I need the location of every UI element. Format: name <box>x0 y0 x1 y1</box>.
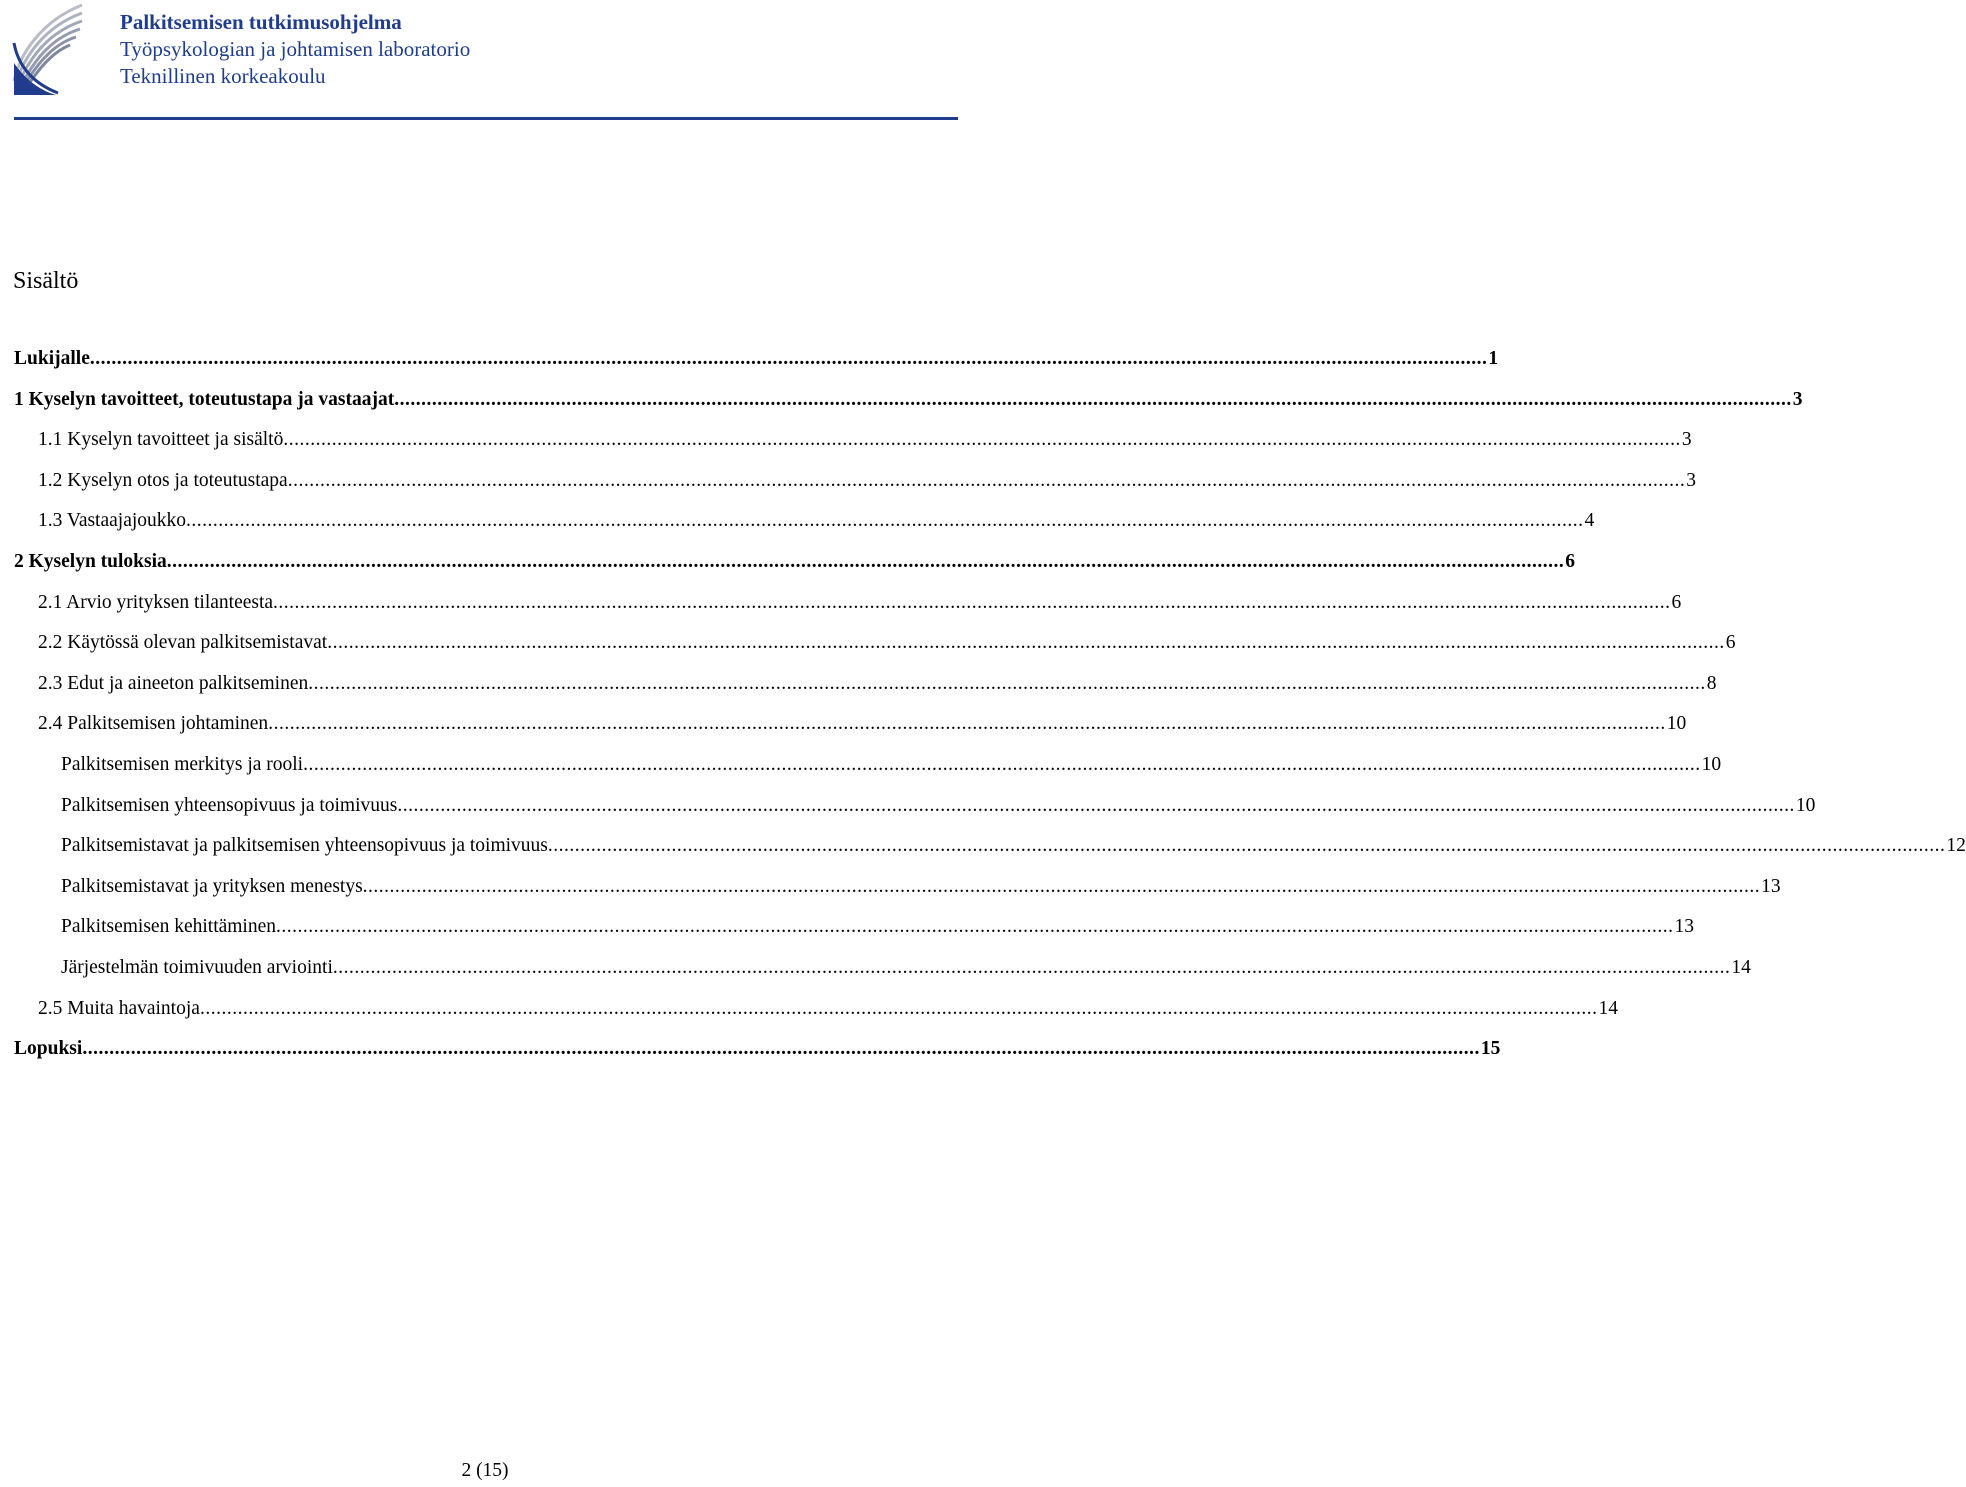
toc-dot-leader: .................................................................................................................................................................................................................................................................... <box>362 875 1761 897</box>
toc-dot-leader: .................................................................................................................................................................................................................................................................... <box>186 510 1584 532</box>
toc-entry[interactable] <box>61 874 1781 900</box>
toc-entry-label: 2.2 Käytössä olevan palkitsemistavat <box>38 632 328 654</box>
toc-dot-leader: .................................................................................................................................................................................................................................................................... <box>303 754 1701 775</box>
toc-entry-page: 10 <box>1701 754 1722 775</box>
university-wing-logo-icon <box>12 3 86 95</box>
toc-entry-label: 1.2 Kyselyn otos ja toteutustapa <box>38 469 288 491</box>
toc-dot-leader: .................................................................................................................................................................................................................................................................... <box>397 794 1795 816</box>
toc-entry[interactable] <box>38 996 1618 1022</box>
header-text-block <box>120 9 470 90</box>
toc-entry-page: 1 <box>1488 348 1499 369</box>
document-header <box>0 0 960 125</box>
toc-entry-page: 6 <box>1725 632 1736 654</box>
toc-dot-leader: .................................................................................................................................................................................................................................................................... <box>332 957 1731 978</box>
toc-entry-label: 2.5 Muita havaintoja <box>38 997 200 1019</box>
toc-entry-label: 2.4 Palkitsemisen johtaminen <box>38 713 269 735</box>
toc-dot-leader: .................................................................................................................................................................................................................................................................... <box>268 713 1666 735</box>
toc-entry-page: 6 <box>1565 551 1576 572</box>
toc-entry[interactable] <box>61 833 1966 859</box>
toc-entry[interactable] <box>38 427 1692 453</box>
toc-entry-page: 10 <box>1666 713 1687 735</box>
toc-entry-page: 8 <box>1706 672 1717 694</box>
toc-entry-label: 2 Kyselyn tuloksia <box>14 551 167 572</box>
toc-entry-label: Palkitsemisen kehittäminen <box>61 916 277 938</box>
toc-entry-label: 2.3 Edut ja aineeton palkitseminen <box>38 672 309 694</box>
toc-dot-leader: .................................................................................................................................................................................................................................................................... <box>287 469 1686 491</box>
toc-entry-label: 1.3 Vastaajajoukko <box>38 510 187 532</box>
toc-dot-leader: .................................................................................................................................................................................................................................................................... <box>166 551 1565 572</box>
toc-entry-label: Lopuksi <box>14 1038 83 1060</box>
toc-dot-leader: .................................................................................................................................................................................................................................................................... <box>82 1038 1480 1060</box>
toc-entry-page: 15 <box>1480 1038 1501 1060</box>
toc-entry-page: 12 <box>1946 835 1966 857</box>
toc-entry-page: 4 <box>1584 510 1595 532</box>
toc-dot-leader: .................................................................................................................................................................................................................................................................... <box>276 916 1674 938</box>
toc-entry[interactable] <box>38 468 1696 494</box>
toc-entry-label: Palkitsemisen yhteensopivuus ja toimivuus <box>61 794 398 816</box>
toc-dot-leader: .................................................................................................................................................................................................................................................................... <box>199 997 1598 1019</box>
laboratory-name: Työpsykologian ja johtamisen laboratorio <box>120 37 471 61</box>
toc-entry-page: 13 <box>1761 875 1781 897</box>
toc-entry[interactable] <box>14 346 1499 372</box>
toc-entry-label: Lukijalle <box>14 348 90 369</box>
page-title: Sisältö <box>13 268 79 294</box>
toc-dot-leader: .................................................................................................................................................................................................................................................................... <box>89 348 1488 369</box>
toc-dot-leader: .................................................................................................................................................................................................................................................................... <box>308 672 1706 694</box>
toc-entry-page: 6 <box>1671 591 1682 613</box>
toc-entry[interactable] <box>61 752 1722 778</box>
header-divider <box>14 117 958 120</box>
toc-entry-page: 13 <box>1674 916 1695 938</box>
toc-entry-label: Järjestelmän toimivuuden arviointi <box>61 957 333 978</box>
toc-entry-label: Palkitsemistavat ja palkitsemisen yhteensopivuus ja toimivuus <box>61 835 548 857</box>
toc-entry[interactable] <box>38 508 1595 534</box>
toc-entry[interactable] <box>38 590 1682 616</box>
toc-entry[interactable] <box>38 630 1736 656</box>
toc-entry-page: 3 <box>1686 469 1696 491</box>
toc-entry[interactable] <box>14 1036 1501 1062</box>
toc-entry-label: Palkitsemisen merkitys ja rooli <box>61 754 304 775</box>
toc-entry-page: 14 <box>1598 997 1618 1019</box>
toc-entry-page: 14 <box>1731 957 1751 978</box>
toc-entry[interactable] <box>38 671 1717 697</box>
toc-entry-page: 3 <box>1792 388 1803 410</box>
toc-entry-page: 3 <box>1681 429 1692 451</box>
toc-entry-label: Palkitsemistavat ja yrityksen menestys <box>61 875 363 897</box>
toc-entry-label: 1.1 Kyselyn tavoitteet ja sisältö <box>38 429 284 451</box>
toc-dot-leader: .................................................................................................................................................................................................................................................................... <box>327 632 1725 654</box>
toc-entry[interactable] <box>38 711 1687 737</box>
page-number: 2 (15) <box>461 1460 509 1481</box>
toc-entry[interactable] <box>14 549 1576 575</box>
toc-dot-leader: .................................................................................................................................................................................................................................................................... <box>547 835 1946 857</box>
toc-entry[interactable] <box>61 793 1816 819</box>
toc-dot-leader: .................................................................................................................................................................................................................................................................... <box>283 429 1681 451</box>
toc-entry[interactable] <box>61 955 1751 981</box>
university-name: Teknillinen korkeakoulu <box>120 64 326 88</box>
toc-entry-page: 10 <box>1795 794 1816 816</box>
toc-entry[interactable] <box>14 387 1803 413</box>
toc-entry[interactable] <box>61 914 1695 940</box>
toc-entry-label: 2.1 Arvio yrityksen tilanteesta <box>38 591 274 613</box>
program-name: Palkitsemisen tutkimusohjelma <box>120 10 402 34</box>
toc-entry-label: 1 Kyselyn tavoitteet, toteutustapa ja vastaajat <box>14 388 395 410</box>
toc-dot-leader: .................................................................................................................................................................................................................................................................... <box>394 388 1792 410</box>
toc-dot-leader: .................................................................................................................................................................................................................................................................... <box>273 591 1671 613</box>
